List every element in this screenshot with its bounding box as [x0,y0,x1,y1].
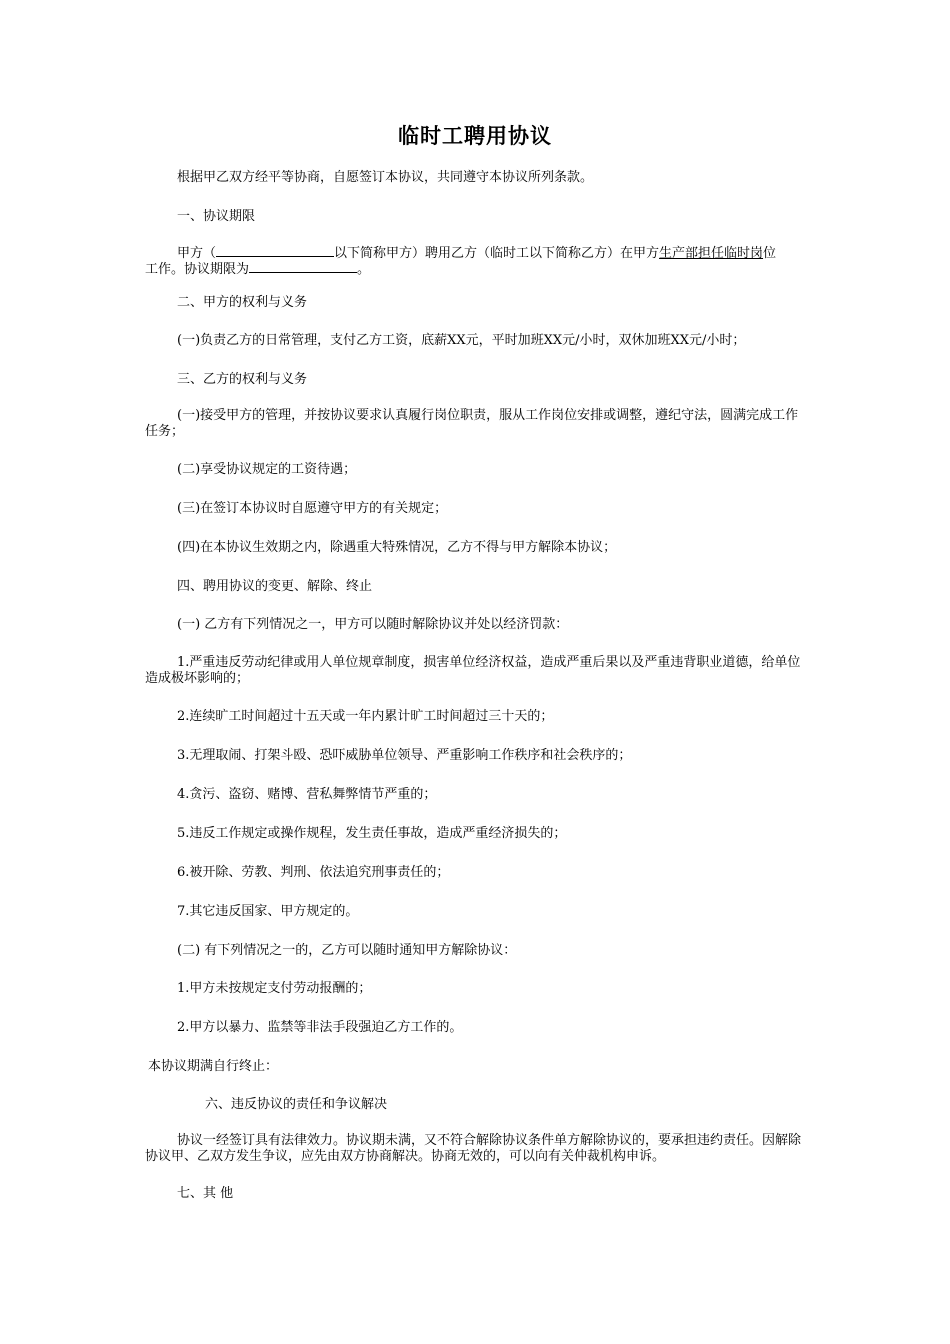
section-3-heading: 三、乙方的权利与义务 [177,372,308,387]
section-1-heading: 一、协议期限 [177,209,256,224]
section-3-item-2: (二)享受协议规定的工资待遇； [177,462,357,477]
sub1-item-7: 7.其它违反国家、甲方规定的。 [177,904,359,919]
section-4-heading: 四、聘用协议的变更、解除、终止 [177,579,373,594]
document-title: 临时工聘用协议 [398,124,552,148]
sub1-item-6: 6.被开除、劳教、判刑、依法追究刑事责任的； [177,865,450,880]
section-6-body: 协议一经签订具有法律效力。协议期未满，又不符合解除协议条件单方解除协议的，要承担违约责任。因解除协议甲、乙双方发生争议，应先由双方协商解决。协商无效的，可以向有关仲裁机构申诉。 [145,1133,802,1164]
sub1-item-5: 5.违反工作规定或操作规程，发生责任事故，造成严重经济损失的； [177,826,567,841]
sub1-item-3: 3.无理取闹、打架斗殴、恐吓威胁单位领导、严重影响工作秩序和社会秩序的； [177,748,632,763]
term-end: 。 [357,262,371,277]
expire-line: 本协议期满自行终止： [148,1059,279,1074]
line1-tail: 位 [763,246,777,261]
term-line-2 [145,259,810,278]
section-2-item-1: (一)负责乙方的日常管理，支付乙方工资，底薪XX元，平时加班XX元/小时，双休加班XX元/小时； [177,333,746,348]
section-4-sub-1: (一) 乙方有下列情况之一，甲方可以随时解除协议并处以经济罚款： [177,617,569,632]
section-6-heading: 六、违反协议的责任和争议解决 [205,1097,388,1112]
party-a-mid: 以下简称甲方）聘用乙方（临时工以下简称乙方）在甲方 [334,246,660,261]
sub1-item-2: 2.连续旷工时间超过十五天或一年内累计旷工时间超过三十天的； [177,709,554,724]
section-7-heading: 七、其 他 [177,1186,234,1201]
section-4-sub-2: (二) 有下列情况之一的，乙方可以随时通知甲方解除协议： [177,943,517,958]
section-3-item-1: (一)接受甲方的管理，并按协议要求认真履行岗位职责，服从工作岗位安排或调整，遵纪守法，圆满完成工作任务； [145,408,799,439]
intro-paragraph: 根据甲乙双方经平等协商，自愿签订本协议，共同遵守本协议所列条款。 [177,170,594,185]
section-3-item-3: (三)在签订本协议时自愿遵守甲方的有关规定； [177,501,448,516]
term-prefix: 工作。协议期限为 [145,262,250,277]
sub1-item-4: 4.贪污、盗窃、赌博、营私舞弊情节严重的； [177,787,437,802]
section-3-item-4: (四)在本协议生效期之内，除遇重大特殊情况，乙方不得与甲方解除本协议； [177,540,617,555]
party-a-prefix: 甲方（ [177,246,217,261]
position-text: 生产部担任临时岗 [659,246,764,261]
sub2-item-1: 1.甲方未按规定支付劳动报酬的； [177,981,372,996]
sub1-item-1: 1.严重违反劳动纪律或用人单位规章制度，损害单位经济权益，造成严重后果以及严重违背职业道德，给单位造成极坏影响的； [145,655,801,686]
sub2-item-2: 2.甲方以暴力、监禁等非法手段强迫乙方工作的。 [177,1020,463,1035]
party-a-blank [216,243,334,257]
section-2-heading: 二、甲方的权利与义务 [177,295,308,310]
term-blank [249,259,357,273]
